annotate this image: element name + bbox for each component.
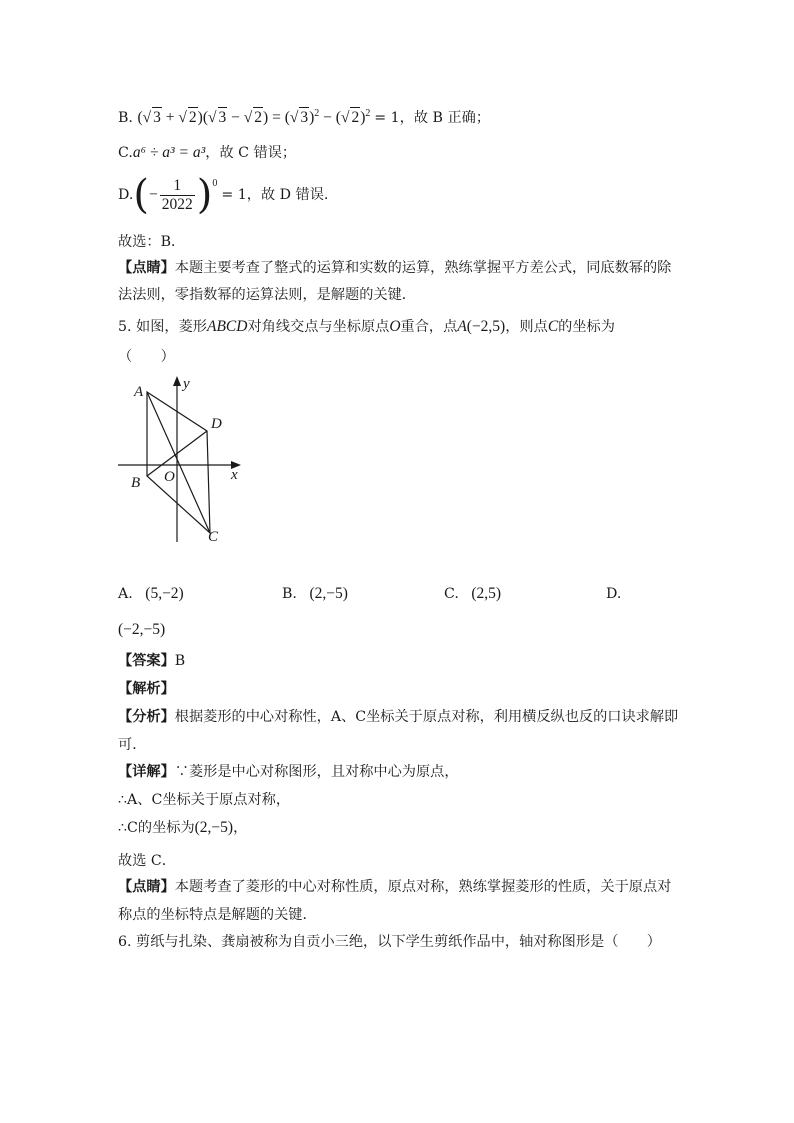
equals: = xyxy=(272,109,281,127)
q5-stem xyxy=(118,317,615,337)
exponent: 2 xyxy=(365,108,371,119)
dianjing-line-2: 法法则，零指数幂的运算法则，是解题的关键． xyxy=(118,287,416,303)
q5-choice: 故选 C． xyxy=(118,853,176,869)
option-label: C. xyxy=(444,586,459,602)
paren: ) xyxy=(263,109,269,127)
option-b-line xyxy=(118,104,490,128)
stem-text: 5. 如图，菱形 xyxy=(118,319,207,335)
q5-option-d-value: (−2,−5) xyxy=(118,621,166,638)
paren: ) xyxy=(196,172,213,218)
radicand: 3 xyxy=(153,109,161,127)
paren: ( xyxy=(137,109,143,127)
q5-option-c[interactable] xyxy=(444,583,501,605)
radicand: 3 xyxy=(300,109,309,127)
q5-analysis-tag: 【解析】 xyxy=(118,681,175,697)
q5-fenxi-line-2: 可． xyxy=(118,737,147,753)
option-value: (5,−2) xyxy=(145,585,184,602)
operator: − xyxy=(231,109,240,127)
numerator: 1 xyxy=(160,177,195,196)
q5-answer xyxy=(118,651,185,671)
stem-text: 重合，点 xyxy=(400,319,458,335)
xiangjie-tag: 【详解】 xyxy=(118,764,175,780)
stem-var: C xyxy=(547,318,559,335)
option-d-line xyxy=(118,172,328,218)
stem-point: (−2,5) xyxy=(466,318,506,335)
radicand: 3 xyxy=(218,109,227,127)
xiangjie-text: ∴C的坐标为 xyxy=(118,820,195,836)
exponent: 2 xyxy=(314,108,320,119)
operator: + xyxy=(165,109,175,127)
option-value: (2,5) xyxy=(471,585,502,602)
label-x: x xyxy=(231,467,238,483)
label-o: O xyxy=(164,469,175,485)
exponent: 0 xyxy=(212,178,218,189)
stem-var: A xyxy=(457,318,467,335)
label-d: D xyxy=(211,416,222,432)
xiangjie-text: ， xyxy=(233,820,248,836)
denominator: 2022 xyxy=(161,195,193,213)
stem-var: O xyxy=(389,318,401,335)
option-d-result: = 1，故 D 错误. xyxy=(221,187,329,203)
q5-xiangjie-line-2: ∴A、C坐标关于原点对称， xyxy=(118,792,291,808)
rhombus-figure xyxy=(110,370,260,550)
fenxi-text: 根据菱形的中心对称性，A、C坐标关于原点对称，利用横反纵也反的口诀求解即 xyxy=(174,709,679,725)
operator: − xyxy=(149,186,158,203)
fenxi-tag: 【分析】 xyxy=(118,709,175,725)
radicand: 2 xyxy=(254,109,263,127)
q5-option-d[interactable] xyxy=(606,583,621,605)
xiangjie-text: ∵菱形是中心对称图形，且对称中心为原点， xyxy=(174,764,459,780)
choice-line: 故选：B． xyxy=(118,234,186,250)
q5-option-b[interactable] xyxy=(282,583,348,605)
dianjing-text: 本题考查了菱形的中心对称性质，原点对称，熟练掌握菱形的性质，关于原点对 xyxy=(174,879,672,895)
option-label: A. xyxy=(118,586,133,602)
option-label: B. xyxy=(282,586,297,602)
paren: )( xyxy=(197,109,208,127)
stem-text: 的坐标为 xyxy=(558,319,615,335)
option-c-result: ，故 C 错误； xyxy=(205,145,297,161)
stem-text: ，则点 xyxy=(505,319,548,335)
dianjing-text: 本题主要考查了整式的运算和实数的运算，熟练掌握平方差公式，同底数幂的除 xyxy=(174,260,672,276)
q5-paren: （ ） xyxy=(118,349,175,365)
dianjing-tag: 【点睛】 xyxy=(118,879,175,895)
q5-option-a[interactable] xyxy=(118,583,184,605)
option-c-expression: a⁶ ÷ a³ = a³ xyxy=(132,144,206,161)
dianjing-tag: 【点睛】 xyxy=(118,260,175,276)
option-c-label: C. xyxy=(118,145,133,161)
label-a: A xyxy=(134,384,144,400)
xiangjie-value: (2,−5) xyxy=(194,819,234,836)
q5-dianjing-line-1 xyxy=(118,877,671,897)
option-b-label: B. xyxy=(118,110,133,127)
option-c-line xyxy=(118,143,296,163)
q5-dianjing-line-2: 称点的坐标特点是解题的关键． xyxy=(118,907,317,923)
label-y: y xyxy=(183,376,190,392)
paren: ( xyxy=(133,172,149,218)
option-d-label: D. xyxy=(118,187,134,203)
radicand: 2 xyxy=(188,109,197,127)
q5-fenxi-line-1 xyxy=(118,707,678,727)
label-b: B xyxy=(131,475,141,491)
label-c: C xyxy=(208,529,219,545)
answer-value: B xyxy=(174,653,186,669)
q5-xiangjie-line-1 xyxy=(118,762,459,782)
option-b-result: = 1，故 B 正确； xyxy=(374,110,491,127)
q5-xiangjie-line-3 xyxy=(118,818,247,838)
y-arrow-icon xyxy=(173,376,181,386)
option-label: D. xyxy=(606,586,622,602)
answer-tag: 【答案】 xyxy=(118,653,175,669)
q6-stem: 6. 剪纸与扎染、龚扇被称为自贡小三绝，以下学生剪纸作品中，轴对称图形是（ ） xyxy=(118,934,661,950)
fraction xyxy=(160,177,195,214)
operator: − xyxy=(323,109,332,127)
stem-text: 对角线交点与坐标原点 xyxy=(247,319,390,335)
radicand: 2 xyxy=(351,109,360,127)
option-value: (2,−5) xyxy=(309,585,348,602)
stem-var: ABCD xyxy=(206,318,248,335)
option-b-expression: (√ 3 + √ 2)(√ 3 − √ 2) = (√ 3)$^2$ − (√ 2)$^2$ xyxy=(137,108,371,127)
dianjing-line-1 xyxy=(118,258,671,278)
